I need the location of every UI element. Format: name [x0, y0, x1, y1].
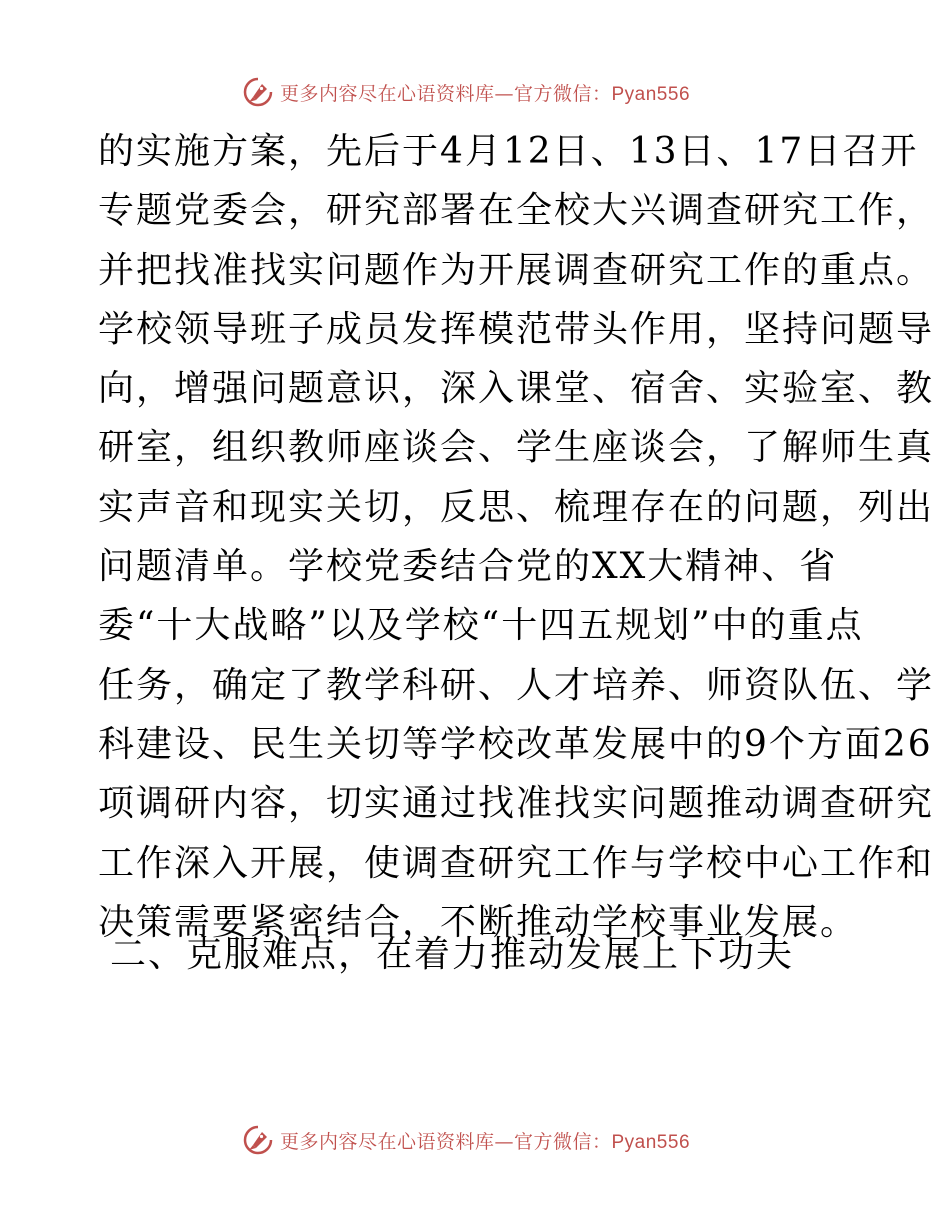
header-banner	[0, 72, 950, 112]
paragraph-line: 的实施方案，先后于4月12日、13日、17日召开	[98, 131, 919, 172]
paragraph-line: 并把找准找实问题作为开展调查研究工作的重点。	[98, 249, 935, 291]
paragraph-line: 研室，组织教师座谈会、学生座谈会，了解师生真	[98, 427, 935, 469]
paragraph-line: 专题党委会，研究部署在全校大兴调查研究工作，	[98, 190, 935, 232]
paragraph-line: 科建设、民生关切等学校改革发展中的9个方面26	[98, 723, 933, 765]
paragraph-line: 向，增强问题意识，深入课堂、宿舍、实验室、教	[98, 368, 935, 410]
header-banner-text: 更多内容尽在心语资料库—官方微信：Pyan556	[279, 82, 691, 105]
paragraph-line: 学校领导班子成员发挥模范带头作用，坚持问题导	[98, 308, 935, 350]
paragraph-line: 问题清单。学校党委结合党的XX大精神、省	[98, 546, 838, 588]
paragraph-line: 委“十大战略”以及学校“十四五规划”中的重点	[98, 605, 864, 647]
section-heading: 二、克服难点，在着力推动发展上下功夫	[110, 934, 795, 975]
pen-nib-logo-icon	[242, 76, 274, 108]
body-paragraph	[98, 122, 935, 952]
paragraph-line: 决策需要紧密结合，不断推动学校事业发展。	[98, 901, 859, 943]
header-wechat-id: Pyan556	[611, 83, 691, 105]
paragraph-line: 实声音和现实关切，反思、梳理存在的问题，列出	[98, 486, 935, 528]
footer-banner-text: 更多内容尽在心语资料库—官方微信：Pyan556	[279, 1130, 691, 1153]
paragraph-line: 项调研内容，切实通过找准找实问题推动调查研究	[98, 783, 935, 825]
footer-wechat-id: Pyan556	[611, 1131, 691, 1153]
pen-nib-logo-icon	[242, 1124, 274, 1156]
footer-banner	[0, 1120, 950, 1160]
paragraph-line: 工作深入开展，使调查研究工作与学校中心工作和	[98, 842, 935, 884]
paragraph-line: 任务，确定了教学科研、人才培养、师资队伍、学	[98, 664, 935, 706]
